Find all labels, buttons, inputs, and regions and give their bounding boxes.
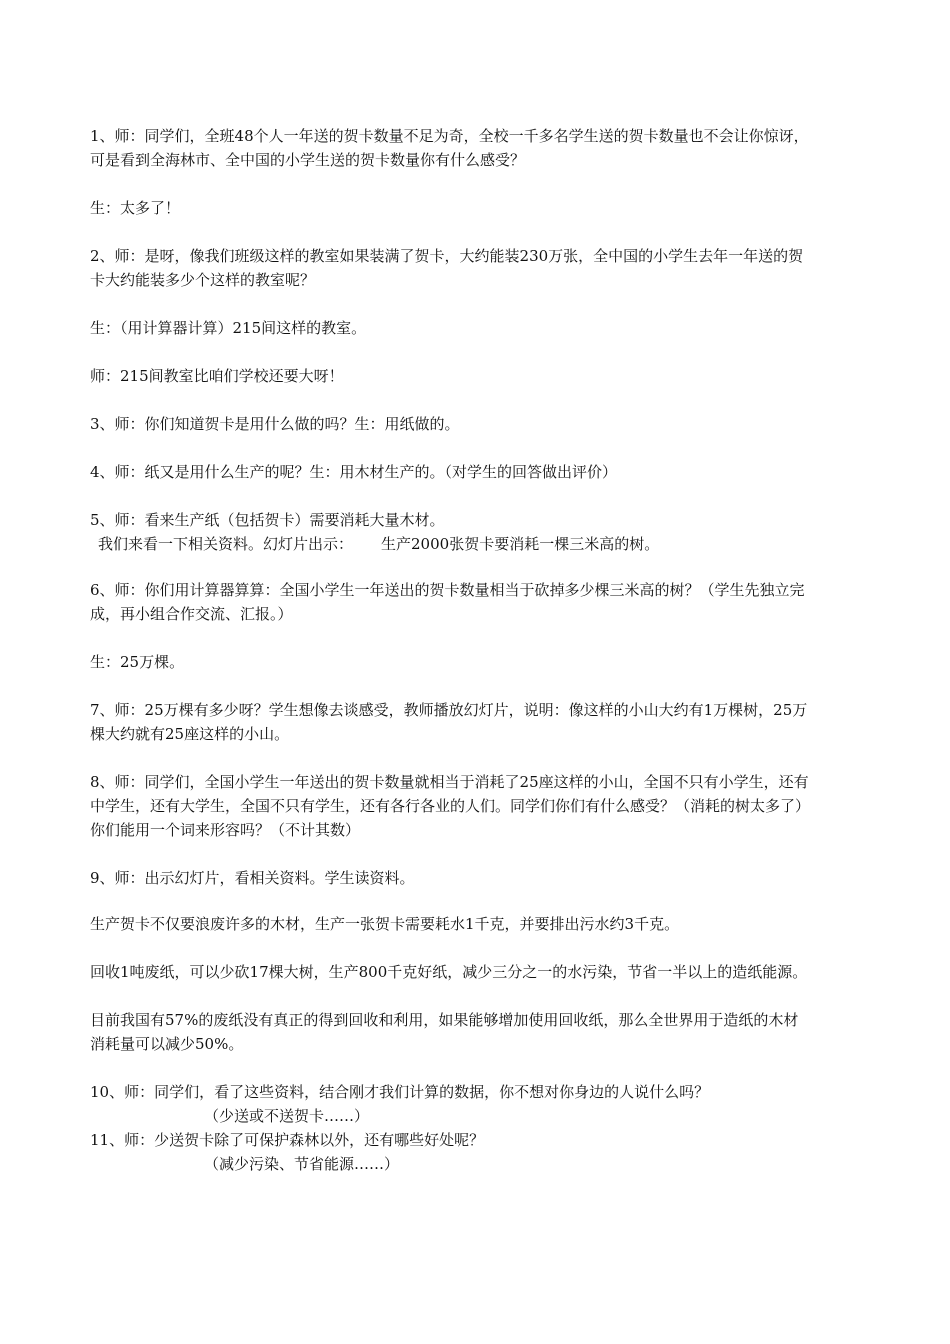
paragraph-16 [90, 1008, 870, 1056]
text-segment: 我们来看一下相关资料。幻灯片出示： [98, 535, 354, 553]
text-line: （减少污染、节省能源……） [204, 1155, 400, 1173]
paragraph-12 [90, 770, 870, 842]
paragraph-17 [90, 1080, 870, 1128]
text-line: 5、师：看来生产纸（包括贺卡）需要消耗大量木材。 [90, 511, 445, 529]
paragraph-9 [90, 578, 870, 626]
text-line: 9、师：出示幻灯片，看相关资料。学生读资料。 [90, 869, 415, 887]
text-line: 3、师：你们知道贺卡是用什么做的吗？生：用纸做的。 [90, 415, 460, 433]
paragraph-15 [90, 960, 870, 984]
paragraph-5 [90, 364, 870, 388]
paragraph-10 [90, 650, 870, 674]
text-line: 成，再小组合作交流、汇报。） [90, 605, 293, 623]
paragraph-13 [90, 866, 870, 890]
paragraph-3 [90, 244, 870, 292]
text-line [90, 532, 870, 556]
paragraph-11 [90, 698, 870, 746]
paragraph-18 [90, 1128, 870, 1176]
text-line: 生：（用计算器计算）215间这样的教室。 [90, 319, 367, 337]
text-line: 消耗量可以减少50%。 [90, 1035, 244, 1053]
text-line: 棵大约就有25座这样的小山。 [90, 725, 290, 743]
text-line: 卡大约能装多少个这样的教室呢？ [90, 271, 316, 289]
paragraph-8 [90, 508, 870, 556]
text-line: 回收1吨废纸，可以少砍17棵大树，生产800千克好纸，减少三分之一的水污染，节省一半以上的造纸能源。 [90, 963, 808, 981]
text-line: 你们能用一个词来形容吗？（不计其数） [90, 821, 361, 839]
text-line: 生：25万棵。 [90, 653, 185, 671]
text-line: 10、师：同学们，看了这些资料，结合刚才我们计算的数据，你不想对你身边的人说什么吗？ [90, 1083, 710, 1101]
text-line: 目前我国有57%的废纸没有真正的得到回收和利用，如果能够增加使用回收纸，那么全世界用于造纸的木材 [90, 1011, 799, 1029]
paragraph-4 [90, 316, 870, 340]
text-line: 4、师：纸又是用什么生产的呢？生：用木材生产的。（对学生的回答做出评价） [90, 463, 618, 481]
text-line: 可是看到全海林市、全中国的小学生送的贺卡数量你有什么感受？ [90, 151, 526, 169]
text-line: 生：太多了！ [90, 199, 181, 217]
text-line: 6、师：你们用计算器算算：全国小学生一年送出的贺卡数量相当于砍掉多少棵三米高的树？（学生先独立完 [90, 581, 805, 599]
text-line: 7、师：25万棵有多少呀？学生想像去谈感受，教师播放幻灯片，说明：像这样的小山大约有1万棵树，25万 [90, 701, 808, 719]
text-segment: 生产2000张贺卡要消耗一棵三米高的树。 [381, 535, 660, 553]
paragraph-1 [90, 124, 870, 172]
text-line: 中学生，还有大学生，全国不只有学生，还有各行各业的人们。同学们你们有什么感受？（消耗的树太多了） [90, 797, 811, 815]
paragraph-7 [90, 460, 870, 484]
text-line: 2、师：是呀，像我们班级这样的教室如果装满了贺卡，大约能装230万张，全中国的小学生去年一年送的贺 [90, 247, 804, 265]
text-line: 师：215间教室比咱们学校还要大呀！ [90, 367, 344, 385]
paragraph-6 [90, 412, 870, 436]
paragraph-14 [90, 912, 870, 936]
text-line: 生产贺卡不仅要浪废许多的木材，生产一张贺卡需要耗水1千克，并要排出污水约3千克。 [90, 915, 680, 933]
text-line: 1、师：同学们，全班48个人一年送的贺卡数量不足为奇，全校一千多名学生送的贺卡数量也不会让你惊讶， [90, 127, 809, 145]
paragraph-2 [90, 196, 870, 220]
text-line: 11、师：少送贺卡除了可保护森林以外，还有哪些好处呢？ [90, 1131, 485, 1149]
text-line: （少送或不送贺卡……） [204, 1107, 370, 1125]
text-line: 8、师：同学们，全国小学生一年送出的贺卡数量就相当于消耗了25座这样的小山，全国不只有小学生，还有 [90, 773, 809, 791]
